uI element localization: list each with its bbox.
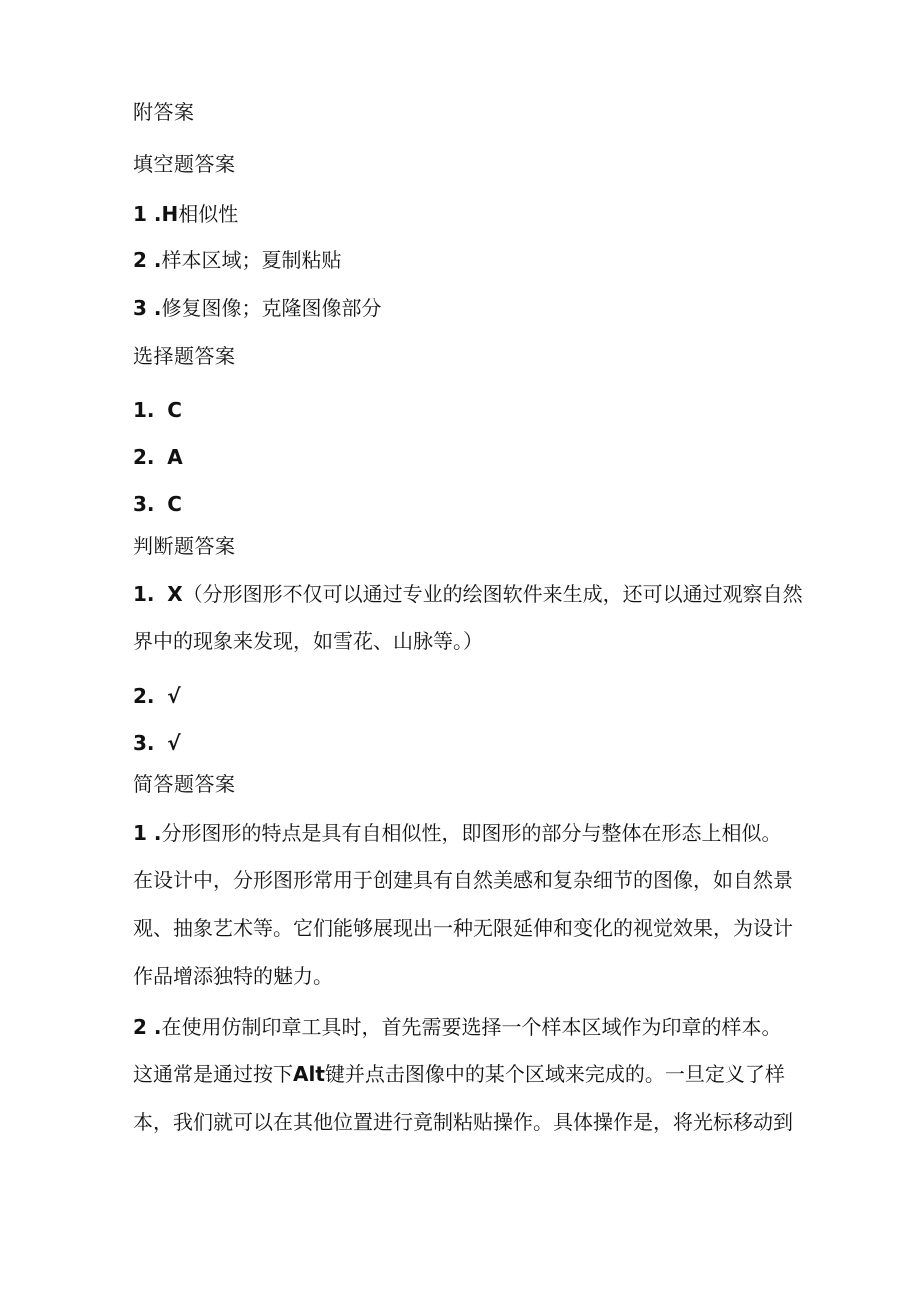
item-text: 相似性: [178, 202, 239, 226]
item-number: 1.: [133, 582, 155, 606]
answers-title: 附答案: [133, 100, 195, 124]
item-number: 3.: [133, 731, 155, 755]
item-text-post: 键并点击图像中的某个区域来完成的。一旦定义了样: [324, 1062, 785, 1086]
item-answer: A: [167, 445, 183, 469]
choice-item-1: [133, 396, 182, 424]
item-number: 2 .: [133, 248, 162, 272]
short-answer-title: 简答题答案: [133, 772, 236, 796]
item-answer: X: [167, 582, 183, 606]
item-answer: √: [167, 731, 181, 755]
item-text: 样本区域；夏制粘贴: [161, 248, 342, 272]
choice-item-3: [133, 490, 182, 518]
judge-item-3: [133, 729, 181, 757]
item-bold-text: H: [161, 202, 179, 226]
item-number: 1.: [133, 398, 155, 422]
short-answer-1-line-3: 观、抽象艺术等。它们能够展现出一种无限延伸和变化的视觉效果，为设计: [133, 916, 793, 940]
item-number: 1 .: [133, 202, 162, 226]
fill-blank-item-1: [133, 200, 238, 228]
fill-blank-item-2: [133, 246, 341, 274]
item-text-pre: 这通常是通过按下: [133, 1062, 293, 1086]
item-answer: √: [167, 684, 181, 708]
choice-item-2: [133, 443, 183, 471]
short-answer-1-line-4: 作品增添独特的魅力。: [133, 964, 333, 988]
item-number: 2.: [133, 684, 155, 708]
short-answer-2-line-3: 本，我们就可以在其他位置进行竟制粘贴操作。具体操作是，将光标移动到: [133, 1110, 793, 1134]
item-number: 2.: [133, 445, 155, 469]
judge-item-1: [133, 580, 803, 608]
item-number: 1 .: [133, 821, 162, 845]
item-explanation-line-1: （分形图形不仅可以通过专业的绘图软件来生成，还可以通过观察自然: [182, 582, 803, 606]
short-answer-1-line-1: [133, 819, 793, 847]
item-text: 分形图形的特点是具有自相似性，即图形的部分与整体在形态上相似。: [161, 821, 782, 845]
item-number: 2 .: [133, 1015, 162, 1039]
item-number: 3.: [133, 492, 155, 516]
judge-title: 判断题答案: [133, 534, 236, 558]
alt-key-text: Alt: [293, 1062, 325, 1086]
judge-item-1-cont: 界中的现象来发现，如雪花、山脉等。）: [133, 629, 483, 653]
item-text: 修复图像；克隆图像部分: [161, 296, 382, 320]
short-answer-2-line-2: [133, 1060, 793, 1088]
item-answer: C: [167, 492, 182, 516]
item-answer: C: [167, 398, 182, 422]
item-number: 3 .: [133, 296, 162, 320]
judge-item-2: [133, 682, 181, 710]
fill-blank-item-3: [133, 294, 381, 322]
fill-blank-title: 填空题答案: [133, 152, 236, 176]
choice-title: 选择题答案: [133, 344, 236, 368]
short-answer-2-line-1: [133, 1013, 793, 1041]
short-answer-1-line-2: 在设计中，分形图形常用于创建具有自然美感和复杂细节的图像，如自然景: [133, 868, 793, 892]
item-text: 在使用仿制印章工具时，首先需要选择一个样本区域作为印章的样本。: [161, 1015, 782, 1039]
